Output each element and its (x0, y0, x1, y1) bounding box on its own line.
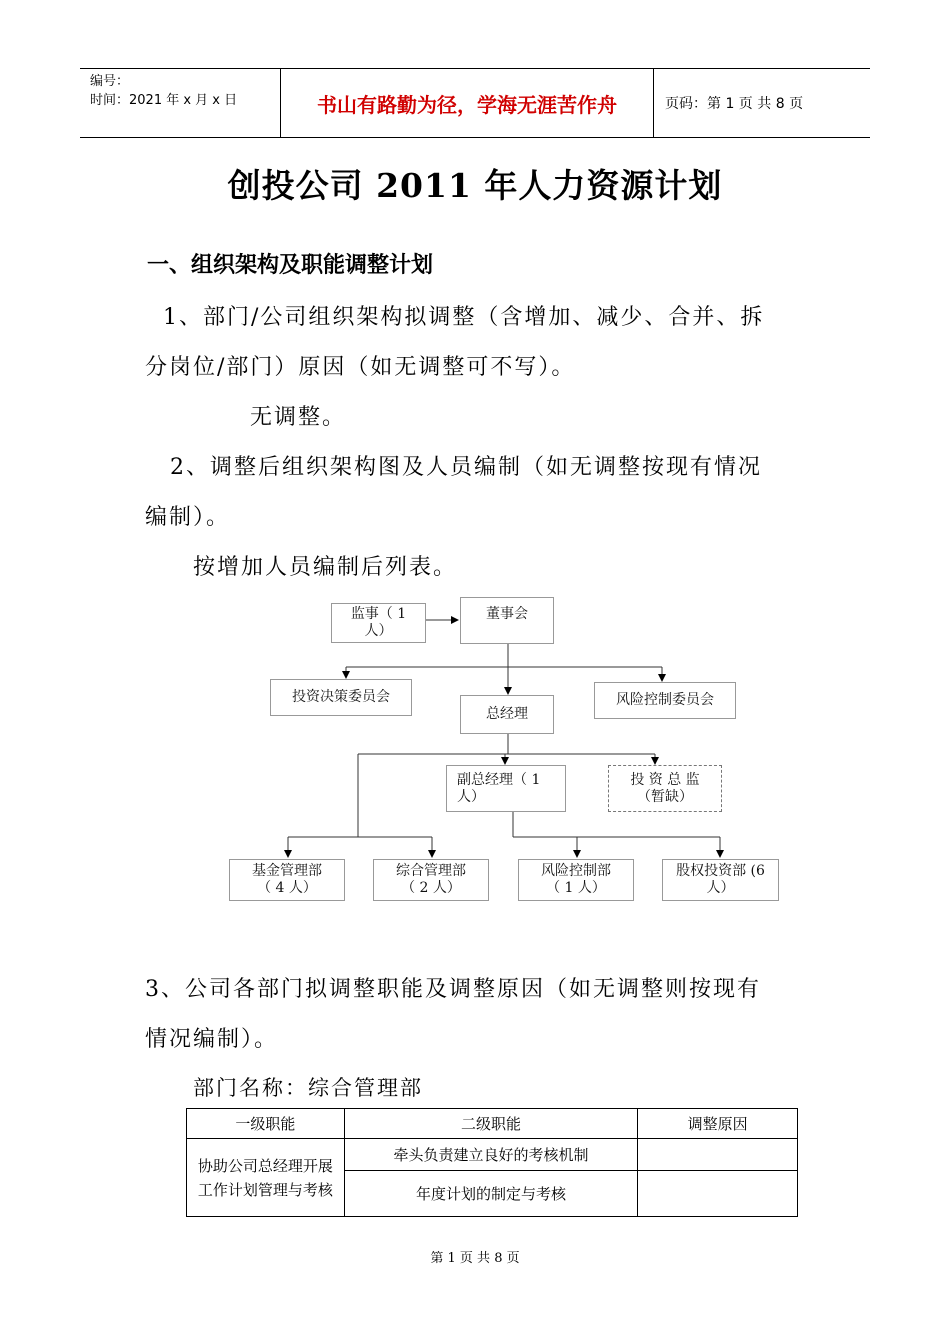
page-footer: 第 1 页 共 8 页 (430, 1251, 520, 1266)
item3-line2: 情况编制）。 (145, 1027, 279, 1052)
org-board-label: 董事会 (486, 606, 528, 622)
item1-line2: 分岗位/部门）原因（如无调整可不写）。 (145, 355, 576, 380)
document-title: 创投公司 2011 年人力资源计划 (227, 166, 723, 205)
org-box-general-manager (460, 695, 554, 734)
item1-line1: 1、部门/公司组织架构拟调整（含增加、减少、合并、拆 (163, 305, 765, 330)
org-box-investment-committee (270, 679, 412, 716)
department-name: 部门名称：综合管理部 (193, 1076, 423, 1100)
table-header-level1: 一级职能 (187, 1109, 345, 1139)
org-box-investment-director (608, 765, 722, 812)
table-cell-level2: 牵头负责建立良好的考核机制 (344, 1139, 637, 1171)
header-motto: 书山有路勤为径，学海无涯苦作舟 (280, 69, 654, 137)
org-admin-line2: （ 2 人） (401, 880, 461, 896)
org-box-equity-dept (662, 859, 779, 901)
org-equity-line1: 股权投资部 (6 (676, 863, 765, 879)
header-time: 时间：2021 年 x 月 x 日 (90, 93, 238, 108)
table-row (187, 1139, 798, 1171)
org-box-admin-dept (373, 859, 489, 901)
org-deputy-line2: 人） (457, 788, 485, 805)
table-cell-reason (638, 1171, 798, 1217)
org-box-risk-dept (518, 859, 634, 901)
org-box-risk-committee (594, 682, 736, 719)
function-table (186, 1108, 798, 1217)
table-cell-level1: 协助公司总经理开展工作计划管理与考核 (187, 1139, 345, 1217)
org-supervisor-line2: 人） (364, 623, 393, 639)
org-box-fund-dept (229, 859, 345, 901)
section-heading: 一、组织架构及职能调整计划 (147, 253, 434, 278)
org-box-board (460, 597, 554, 644)
org-risk-committee-label: 风险控制委员会 (616, 692, 714, 708)
org-fund-line2: （ 4 人） (257, 880, 317, 896)
org-supervisor-line1: 监事（ 1 (350, 606, 407, 622)
table-header-level2: 二级职能 (344, 1109, 637, 1139)
org-box-deputy-gm (446, 765, 566, 812)
item3-line1: 3、公司各部门拟调整职能及调整原因（如无调整则按现有 (145, 977, 761, 1002)
org-investment-committee-label: 投资决策委员会 (292, 689, 390, 705)
header-number: 编号： (90, 74, 130, 89)
table-header-reason: 调整原因 (638, 1109, 798, 1139)
org-box-supervisor (331, 603, 426, 643)
org-director-line1: 投 资 总 监 (630, 771, 700, 788)
org-admin-line1: 综合管理部 (396, 863, 466, 879)
org-deputy-line1: 副总经理（ 1 (457, 771, 541, 788)
org-director-line2: （暂缺） (637, 788, 693, 805)
org-risk-line2: （ 1 人） (546, 880, 606, 896)
org-risk-line1: 风险控制部 (541, 863, 611, 879)
table-cell-reason (638, 1139, 798, 1171)
item2-answer: 按增加人员编制后列表。 (193, 555, 458, 580)
org-equity-line2: 人） (706, 880, 735, 896)
org-gm-label: 总经理 (486, 706, 528, 722)
org-fund-line1: 基金管理部 (252, 863, 322, 879)
item2-line2: 编制）。 (145, 505, 231, 530)
item2-line1: 2、调整后组织架构图及人员编制（如无调整按现有情况 (170, 455, 762, 480)
item1-answer: 无调整。 (250, 405, 347, 430)
table-cell-level2: 年度计划的制定与考核 (344, 1171, 637, 1217)
header-page-number: 页码：第 1 页 共 8 页 (665, 96, 804, 112)
